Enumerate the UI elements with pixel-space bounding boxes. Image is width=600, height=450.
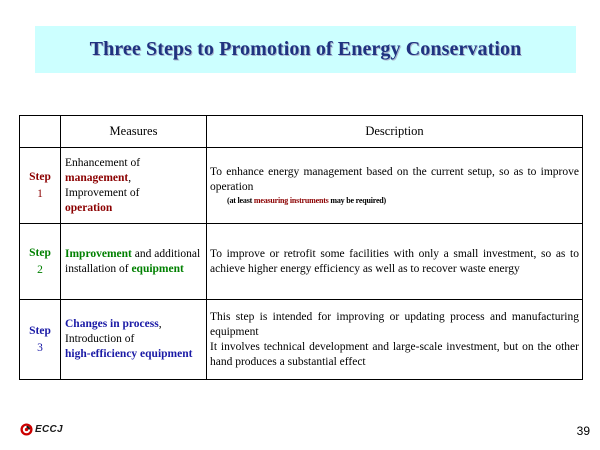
- description-text: This step is intended for improving or updating process and manufacturing equipment: [210, 310, 579, 338]
- step-2-label: [20, 224, 61, 300]
- step-1-description: [207, 148, 583, 224]
- instrument-note: [210, 195, 579, 207]
- description-text: To improve or retrofit some facilities with only a small investment, so as to achieve higher energy efficiency as well as to recover waste energy: [210, 247, 579, 275]
- logo-text: ECCJ: [35, 423, 63, 435]
- step-word: Step: [29, 170, 51, 183]
- measure-text: Improvement of: [65, 186, 140, 199]
- step-number: 1: [37, 187, 43, 200]
- step-number: 3: [37, 341, 43, 354]
- note-text: (at least: [227, 195, 254, 205]
- step-2-description: [207, 224, 583, 300]
- description-text: To enhance energy management based on the current setup, so as to improve operation: [210, 165, 579, 193]
- table-row-step-3: [20, 300, 583, 380]
- title-banner: [35, 26, 576, 73]
- description-text: It involves technical development and large-scale investment, but on the other hand produces a substantial effect: [210, 340, 579, 368]
- step-word: Step: [29, 324, 51, 337]
- steps-table: [19, 115, 583, 380]
- page-title: Three Steps to Promotion of Energy Conservation: [89, 38, 522, 60]
- note-highlight: measuring instruments: [253, 195, 329, 205]
- header-step: [20, 116, 61, 148]
- measure-highlight: Changes in process: [65, 318, 159, 330]
- note-text: may be required): [328, 195, 387, 205]
- step-3-label: [20, 300, 61, 380]
- table-row-step-2: [20, 224, 583, 300]
- measure-text: ,: [158, 318, 162, 330]
- step-word: Step: [29, 246, 51, 259]
- measure-text: and additional installation of: [65, 247, 201, 275]
- header-measures: Measures: [61, 116, 207, 148]
- page-number: 39: [576, 424, 590, 438]
- measure-highlight: equipment: [131, 262, 184, 275]
- step-3-measures: [61, 300, 207, 380]
- step-number: 2: [37, 263, 43, 276]
- header-description: Description: [207, 116, 583, 148]
- measure-highlight: Improvement: [65, 247, 132, 260]
- step-1-measures: [61, 148, 207, 224]
- step-2-measures: [61, 224, 207, 300]
- step-3-description: [207, 300, 583, 380]
- measure-highlight: operation: [65, 201, 113, 214]
- measure-text: ,: [128, 171, 132, 184]
- measure-text: Introduction of: [65, 333, 135, 345]
- measure-highlight: high-efficiency equipment: [65, 348, 193, 360]
- measure-highlight: management: [65, 171, 129, 184]
- measure-text: Enhancement of: [65, 156, 141, 169]
- eccj-logo: [20, 422, 63, 436]
- step-1-label: [20, 148, 61, 224]
- table-row-step-1: [20, 148, 583, 224]
- table-header-row: [20, 116, 583, 148]
- eccj-mark-icon: [20, 423, 33, 436]
